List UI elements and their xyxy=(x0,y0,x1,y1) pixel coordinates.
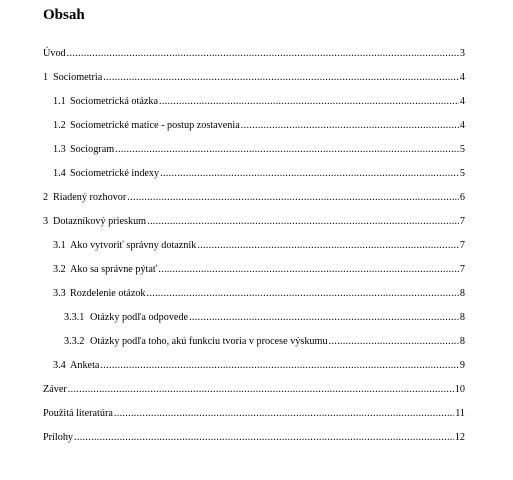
toc-entry-page: 8 xyxy=(459,312,465,323)
toc-entry-page: 5 xyxy=(459,144,465,155)
toc-entry-sociometricke-indexy[interactable] xyxy=(53,167,465,180)
toc-entry-number: 1.3 xyxy=(53,144,66,155)
toc-entry-dotaznikovy-prieskum[interactable] xyxy=(43,215,465,228)
toc-dot-leader xyxy=(67,47,459,60)
toc-entry-number: 3.2 xyxy=(53,264,66,275)
toc-entry-number: 3.1 xyxy=(53,240,66,251)
toc-entry-text: Záver xyxy=(43,384,67,395)
toc-entry-page: 7 xyxy=(459,240,465,251)
toc-entry-page: 7 xyxy=(459,264,465,275)
toc-entry-number: 1.2 xyxy=(53,120,66,131)
toc-dot-leader xyxy=(100,359,458,372)
toc-dot-leader xyxy=(68,383,454,396)
toc-dot-leader xyxy=(147,287,459,300)
toc-entry-text: Ako vytvoriť správny dotazník xyxy=(70,240,197,251)
toc-dot-leader xyxy=(159,95,459,108)
toc-entry-riadeny-rozhovor[interactable] xyxy=(43,191,465,204)
toc-entry-number: 3.3 xyxy=(53,288,66,299)
toc-entry-otazky-podla-odpovede[interactable] xyxy=(64,311,465,324)
toc-dot-leader xyxy=(74,431,454,444)
toc-entry-page: 10 xyxy=(454,384,465,395)
toc-title: Obsah xyxy=(43,7,85,23)
toc-entry-prilohy[interactable] xyxy=(43,431,465,444)
toc-entry-number: 3.4 xyxy=(53,360,66,371)
toc-entry-text: Použitá literatúra xyxy=(43,408,113,419)
toc-entry-anketa[interactable] xyxy=(53,359,465,372)
toc-dot-leader xyxy=(115,143,459,156)
toc-entry-text: Prílohy xyxy=(43,432,74,443)
toc-entry-text: Sociogram xyxy=(70,144,115,155)
toc-entry-number: 3.3.2 xyxy=(64,336,85,347)
toc-entry-page: 4 xyxy=(459,72,465,83)
toc-entry-ako-vytvorit-dotaznik[interactable] xyxy=(53,239,465,252)
toc-dot-leader xyxy=(147,215,459,228)
toc-entry-sociogram[interactable] xyxy=(53,143,465,156)
toc-entry-page: 6 xyxy=(459,192,465,203)
toc-entry-page: 4 xyxy=(459,120,465,131)
toc-entry-text: Otázky podľa toho, akú funkciu tvoria v procese výskumu xyxy=(90,336,328,347)
toc-entry-page: 8 xyxy=(459,288,465,299)
toc-entry-text: Anketa xyxy=(70,360,100,371)
toc-entry-ako-sa-pytat[interactable] xyxy=(53,263,465,276)
toc-entry-page: 7 xyxy=(459,216,465,227)
toc-entry-text: Sociometrické indexy xyxy=(70,168,160,179)
toc-dot-leader xyxy=(160,167,459,180)
toc-entry-text: Ako sa správne pýtať xyxy=(70,264,158,275)
toc-entry-sociometria[interactable] xyxy=(43,71,465,84)
toc-dot-leader xyxy=(189,311,459,324)
toc-entry-sociometricke-matice[interactable] xyxy=(53,119,465,132)
toc-dot-leader xyxy=(197,239,459,252)
toc-entry-number: 3 xyxy=(43,216,49,227)
toc-dot-leader xyxy=(329,335,459,348)
toc-entry-text: Rozdelenie otázok xyxy=(70,288,146,299)
toc-entry-text: Sociometrické matice - postup zostavenia xyxy=(70,120,240,131)
toc-dot-leader xyxy=(241,119,459,132)
toc-entry-text: Sociometrická otázka xyxy=(70,96,158,107)
toc-entry-text: Dotazníkový prieskum xyxy=(53,216,147,227)
toc-entry-uvod[interactable] xyxy=(43,47,465,60)
toc-entry-zaver[interactable] xyxy=(43,383,465,396)
toc-dot-leader xyxy=(103,71,459,84)
toc-entry-number: 1 xyxy=(43,72,49,83)
toc-entry-pouzita-literatura[interactable] xyxy=(43,407,465,420)
toc-entry-page: 12 xyxy=(454,432,465,443)
toc-entry-text: Otázky podľa odpovede xyxy=(90,312,189,323)
toc-entry-text: Úvod xyxy=(43,48,66,59)
toc-dot-leader xyxy=(114,407,454,420)
toc-dot-leader xyxy=(158,263,459,276)
toc-entry-page: 4 xyxy=(459,96,465,107)
toc-entry-number: 1.4 xyxy=(53,168,66,179)
toc-entry-number: 2 xyxy=(43,192,49,203)
toc-entry-text: Sociometria xyxy=(53,72,103,83)
toc-entry-page: 8 xyxy=(459,336,465,347)
toc-dot-leader xyxy=(127,191,459,204)
toc-entry-page: 9 xyxy=(459,360,465,371)
toc-entry-sociometricka-otazka[interactable] xyxy=(53,95,465,108)
toc-entry-page: 5 xyxy=(459,168,465,179)
toc-entry-number: 1.1 xyxy=(53,96,66,107)
toc-entry-page: 11 xyxy=(455,408,465,419)
toc-entry-number: 3.3.1 xyxy=(64,312,85,323)
toc-entry-page: 3 xyxy=(459,48,465,59)
toc-entry-otazky-podla-funkcie[interactable] xyxy=(64,335,465,348)
toc-entry-text: Riadený rozhovor xyxy=(53,192,127,203)
toc-entry-rozdelenie-otazok[interactable] xyxy=(53,287,465,300)
